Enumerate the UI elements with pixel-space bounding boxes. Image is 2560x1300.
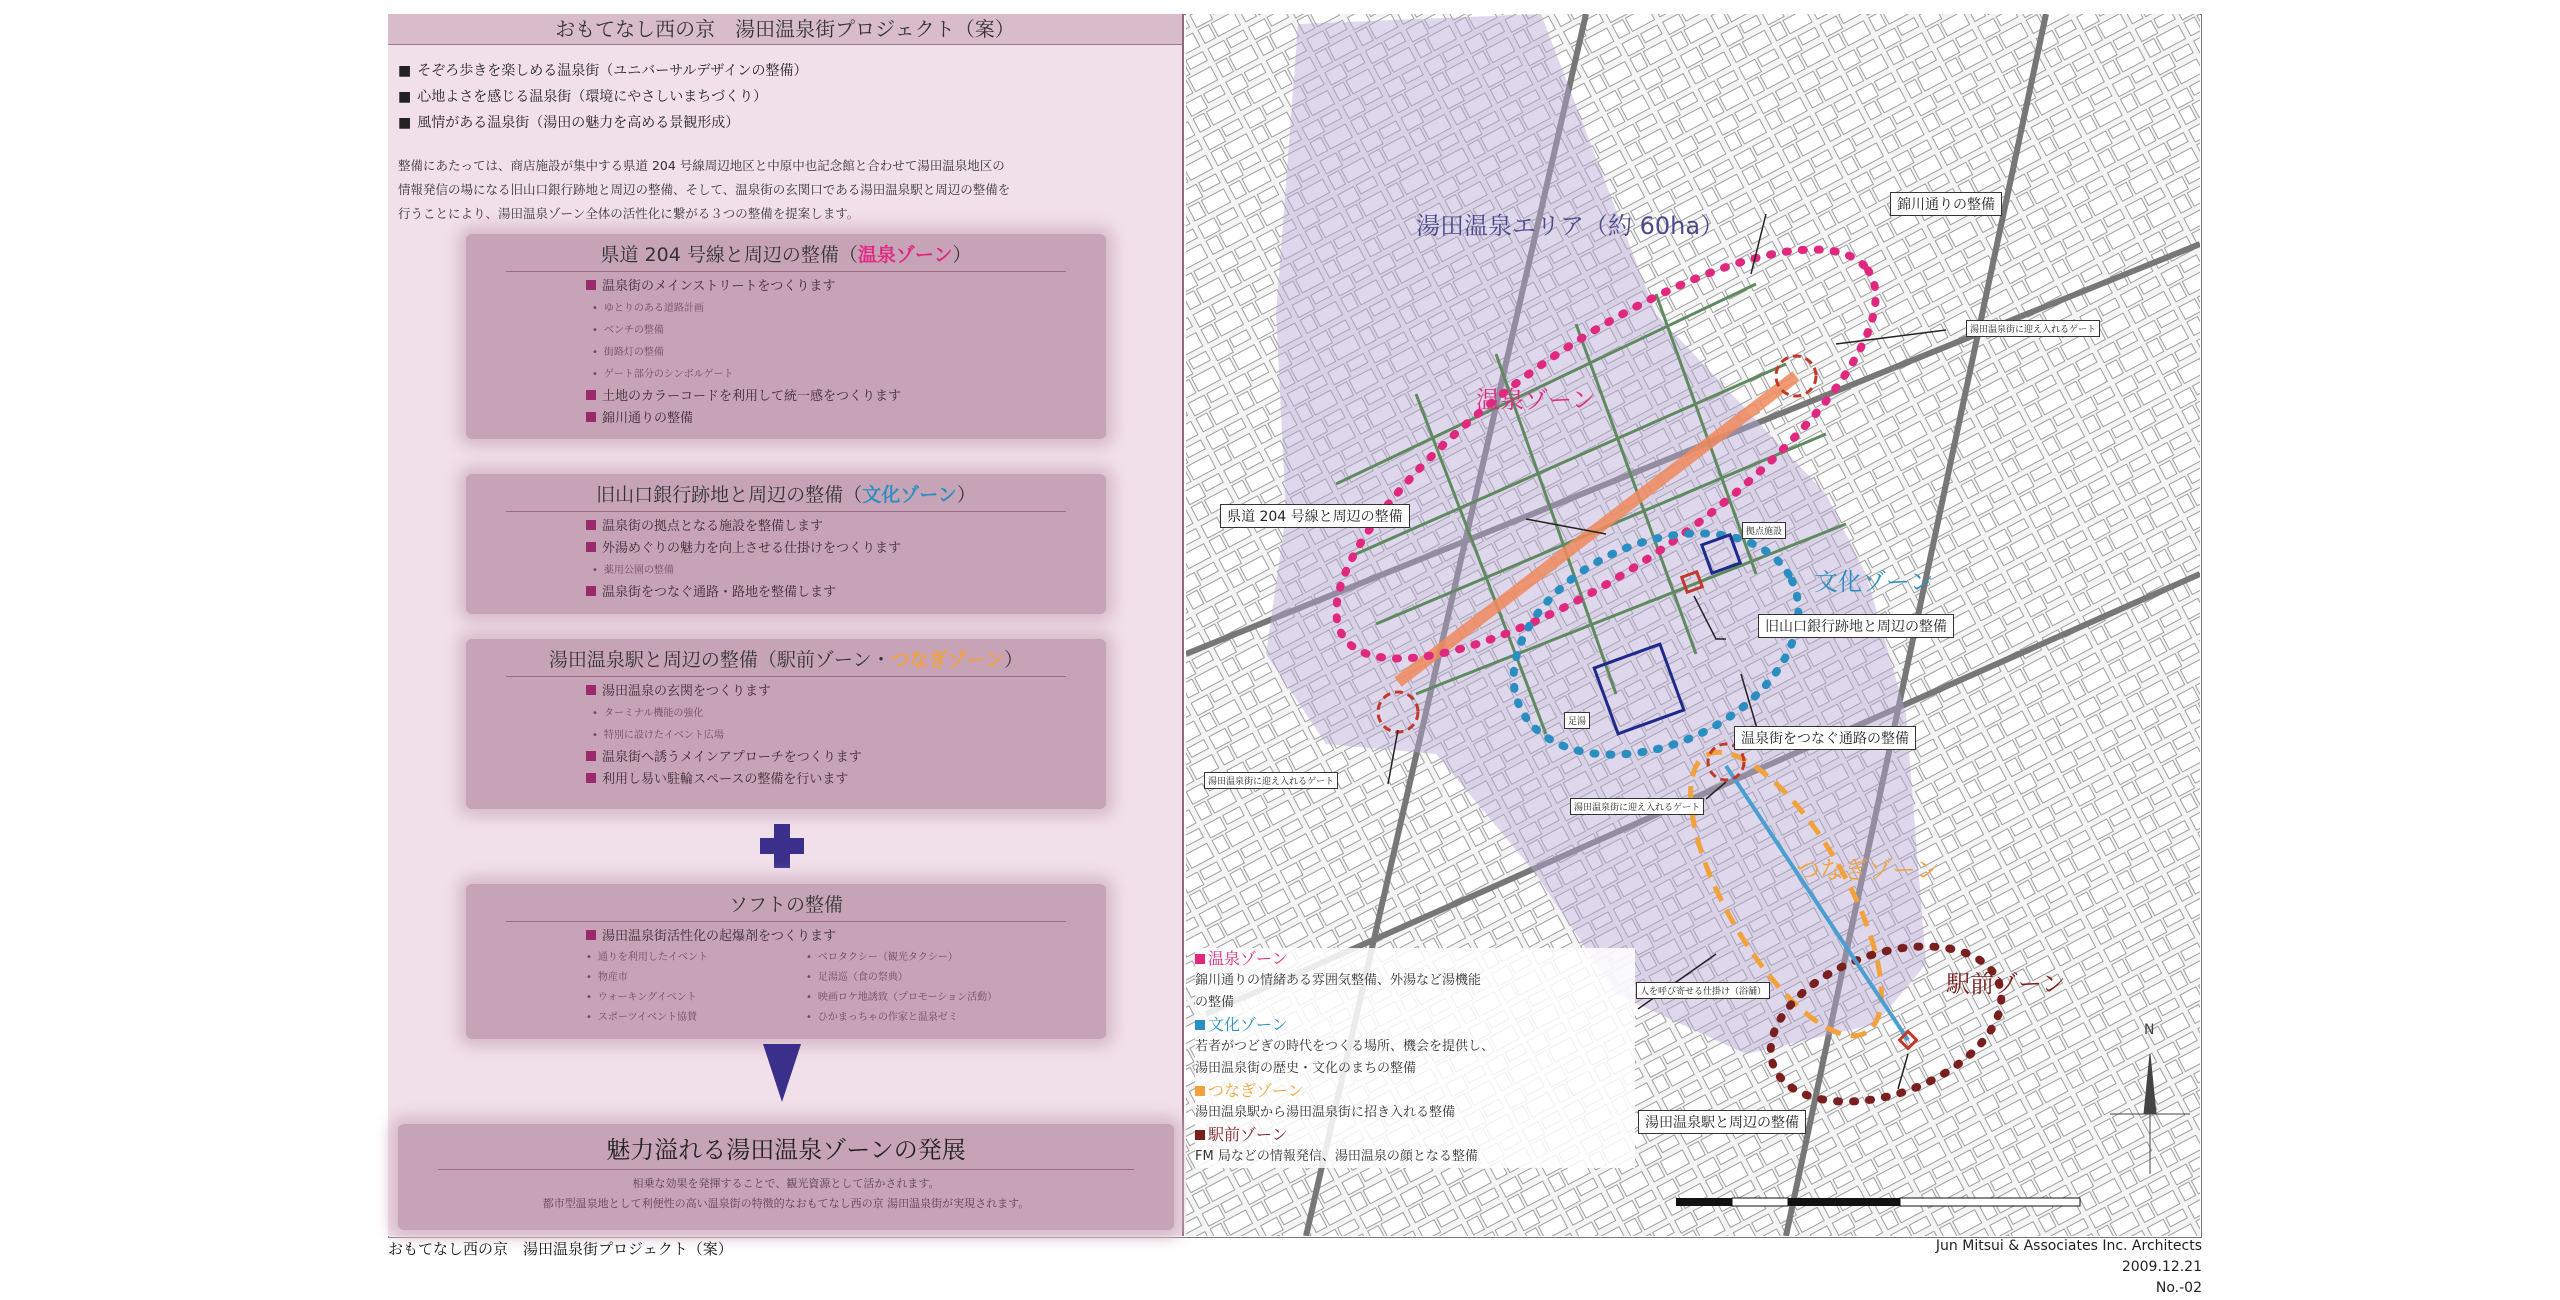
onsen-zone-label: 温泉ゾーン — [1476, 386, 1596, 414]
legend-desc: 錦川通りの情緒ある雰囲気整備、外湯など湯機能 — [1195, 973, 1482, 988]
ashiyu-callout: 足湯 — [1564, 712, 1590, 729]
bunka-zone-label: 文化ゾーン — [1814, 568, 1934, 596]
facility-callout: 拠点施設 — [1742, 522, 1786, 539]
soft-box — [466, 884, 1106, 1039]
legend-title: 文化ゾーン — [1195, 1014, 1635, 1036]
intro-line: 整備にあたっては、商店施設が集中する県道 204 号線周辺地区と中原中也記念館と合わせて湯田温泉地区の — [398, 158, 1005, 173]
divider — [506, 676, 1066, 677]
result-line: 相乗な効果を発揮することで、観光資源として活かされます。 — [632, 1177, 940, 1190]
legend-desc: 若者がつどぎの時代をつくる場所、機会を提供し、 — [1195, 1039, 1495, 1054]
gate-ne-callout: 湯田温泉街に迎え入れるゲート — [1966, 320, 2100, 337]
box-item: 外湯めぐりの魅力を向上させる仕掛けをつくります — [586, 538, 1106, 560]
soft-item-grid — [466, 948, 1106, 1028]
left-panel — [388, 14, 1184, 1236]
route204-callout: 県道 204 号線と周辺の整備 — [1220, 504, 1410, 528]
ginko-callout: 旧山口銀行跡地と周辺の整備 — [1758, 614, 1954, 638]
box-item: • 街路灯の整備 — [586, 342, 1106, 364]
goal-item: ■ 風情がある温泉街（湯田の魅力を高める景観形成） — [398, 110, 808, 136]
box-title-zone: つなぎゾーン — [890, 649, 1005, 671]
divider — [438, 1169, 1134, 1170]
box-title-text: 旧山口銀行跡地と周辺の整備（ — [596, 484, 863, 506]
box-title — [466, 474, 1106, 507]
soft-item: • 通りを利用したイベント — [586, 948, 806, 968]
box-title-end: ） — [1004, 649, 1024, 671]
box-item: 湯田温泉街活性化の起爆剤をつくります — [586, 926, 1106, 948]
box-items — [466, 516, 1106, 604]
box-item: 湯田温泉の玄関をつくります — [586, 681, 1106, 703]
legend-desc: FM 局などの情報発信、湯田温泉の顔となる整備 — [1195, 1149, 1478, 1164]
box-item: 温泉街のメインストリートをつくります — [586, 276, 1106, 298]
square-callout: 人を呼び寄せる仕掛け（浴舗） — [1636, 982, 1770, 999]
sheet-date: 2009.12.21 — [2121, 1259, 2202, 1275]
gate-s-callout: 湯田温泉街に迎え入れるゲート — [1570, 798, 1704, 815]
intro-line: 行うことにより、湯田温泉ゾーン全体の活性化に繋がる３つの整備を提案します。 — [398, 206, 860, 221]
box-title-end: ） — [952, 244, 972, 266]
legend-desc: の整備 — [1195, 995, 1235, 1010]
onsen-zone-box — [466, 234, 1106, 439]
box-title-zone: 文化ゾーン — [862, 484, 957, 506]
goals-list — [398, 58, 808, 136]
bunka-zone-box — [466, 474, 1106, 614]
plus-icon — [760, 824, 804, 868]
box-item: 温泉街をつなぐ通路・路地を整備します — [586, 582, 1106, 604]
intro-text — [398, 154, 1174, 226]
firm-name: Jun Mitsui & Associates Inc. Architects — [1935, 1238, 2202, 1254]
box-item: • ターミナル機能の強化 — [586, 703, 1106, 725]
soft-item: • スポーツイベント協賛 — [586, 1008, 806, 1028]
legend-desc: 湯田温泉駅から湯田温泉街に招き入れる整備 — [1195, 1105, 1456, 1120]
box-item: 利用し易い駐輪スペースの整備を行います — [586, 769, 1106, 791]
box-item: 温泉街の拠点となる施設を整備します — [586, 516, 1106, 538]
legend-desc: 湯田温泉街の歴史・文化のまちの整備 — [1195, 1061, 1417, 1076]
box-title: ソフトの整備 — [728, 894, 843, 916]
soft-item: • ひかまっちゃの作家と温泉ゼミ — [806, 1008, 1086, 1028]
divider — [506, 511, 1066, 512]
box-items — [466, 276, 1106, 430]
box-item: 土地のカラーコードを利用して統一感をつくります — [586, 386, 1106, 408]
soft-item: • ウォーキングイベント — [586, 988, 806, 1008]
gate-w-callout: 湯田温泉街に迎え入れるゲート — [1204, 772, 1338, 789]
sheet-number: No.-02 — [2155, 1280, 2202, 1296]
result-title: 魅力溢れる湯田温泉ゾーンの発展 — [606, 1136, 966, 1164]
soft-item: • 物産市 — [586, 968, 806, 988]
soft-item: • 足湯巡（食の祭典） — [806, 968, 1086, 988]
box-title-text: 湯田温泉駅と周辺の整備（駅前ゾーン・ — [548, 649, 891, 671]
tsunagi-zone-label: つなぎゾーン — [1796, 856, 1940, 884]
panel-title: おもてなし西の京 湯田温泉街プロジェクト（案） — [388, 14, 1182, 45]
box-item: 温泉街へ誘うメインアプローチをつくります — [586, 747, 1106, 769]
station-callout: 湯田温泉駅と周辺の整備 — [1638, 1110, 1806, 1134]
map-legend — [1195, 948, 1635, 1168]
footer-title: おもてなし西の京 湯田温泉街プロジェクト（案） — [388, 1240, 733, 1258]
divider — [506, 921, 1066, 922]
box-items — [466, 926, 1106, 948]
soft-col — [806, 948, 1086, 1028]
divider — [506, 271, 1066, 272]
station-zone-box — [466, 639, 1106, 809]
area-label: 湯田温泉エリア（約 60ha） — [1416, 212, 1725, 240]
box-item: • 特別に設けたイベント広場 — [586, 725, 1106, 747]
result-box — [398, 1124, 1174, 1230]
box-title — [466, 234, 1106, 267]
legend-title: 温泉ゾーン — [1195, 948, 1635, 970]
goal-item: ■ そぞろ歩きを楽しめる温泉街（ユニバーサルデザインの整備） — [398, 58, 808, 84]
tsuro-callout: 温泉街をつなぐ通路の整備 — [1734, 726, 1916, 750]
box-title-text: 県道 204 号線と周辺の整備（ — [600, 244, 858, 266]
box-title — [466, 639, 1106, 672]
soft-item: • 映画ロケ地誘致（プロモーション活動） — [806, 988, 1086, 1008]
down-arrow-icon — [763, 1044, 801, 1102]
box-item: • ゲート部分のシンボルゲート — [586, 364, 1106, 386]
soft-item: • ベロタクシー（観光タクシー） — [806, 948, 1086, 968]
box-item: • 薬用公園の整備 — [586, 560, 1106, 582]
box-item: 錦川通りの整備 — [586, 408, 1106, 430]
footer-info — [1936, 1236, 2202, 1299]
scale-bar — [1676, 1198, 2080, 1206]
legend-title: 駅前ゾーン — [1195, 1124, 1635, 1146]
box-item: • ゆとりのある道路計画 — [586, 298, 1106, 320]
box-items — [466, 681, 1106, 791]
compass-label: N — [2144, 1022, 2155, 1038]
nishikigawa-callout: 錦川通りの整備 — [1890, 192, 2002, 216]
result-line: 都市型温泉地として利便性の高い温泉街の特徴的なおもてなし西の京 湯田温泉街が実現されます。 — [542, 1197, 1030, 1210]
box-item: • ベンチの整備 — [586, 320, 1106, 342]
box-title-zone: 温泉ゾーン — [857, 244, 953, 266]
legend-title: つなぎゾーン — [1195, 1080, 1635, 1102]
ekimae-zone-label: 駅前ゾーン — [1946, 970, 2066, 998]
intro-line: 情報発信の場になる旧山口銀行跡地と周辺の整備、そして、温泉街の玄関口である湯田温泉駅と周辺の整備を — [398, 182, 1011, 197]
box-title-end: ） — [956, 484, 976, 506]
soft-col — [586, 948, 806, 1028]
goal-item: ■ 心地よさを感じる温泉街（環境にやさしいまちづくり） — [398, 84, 808, 110]
